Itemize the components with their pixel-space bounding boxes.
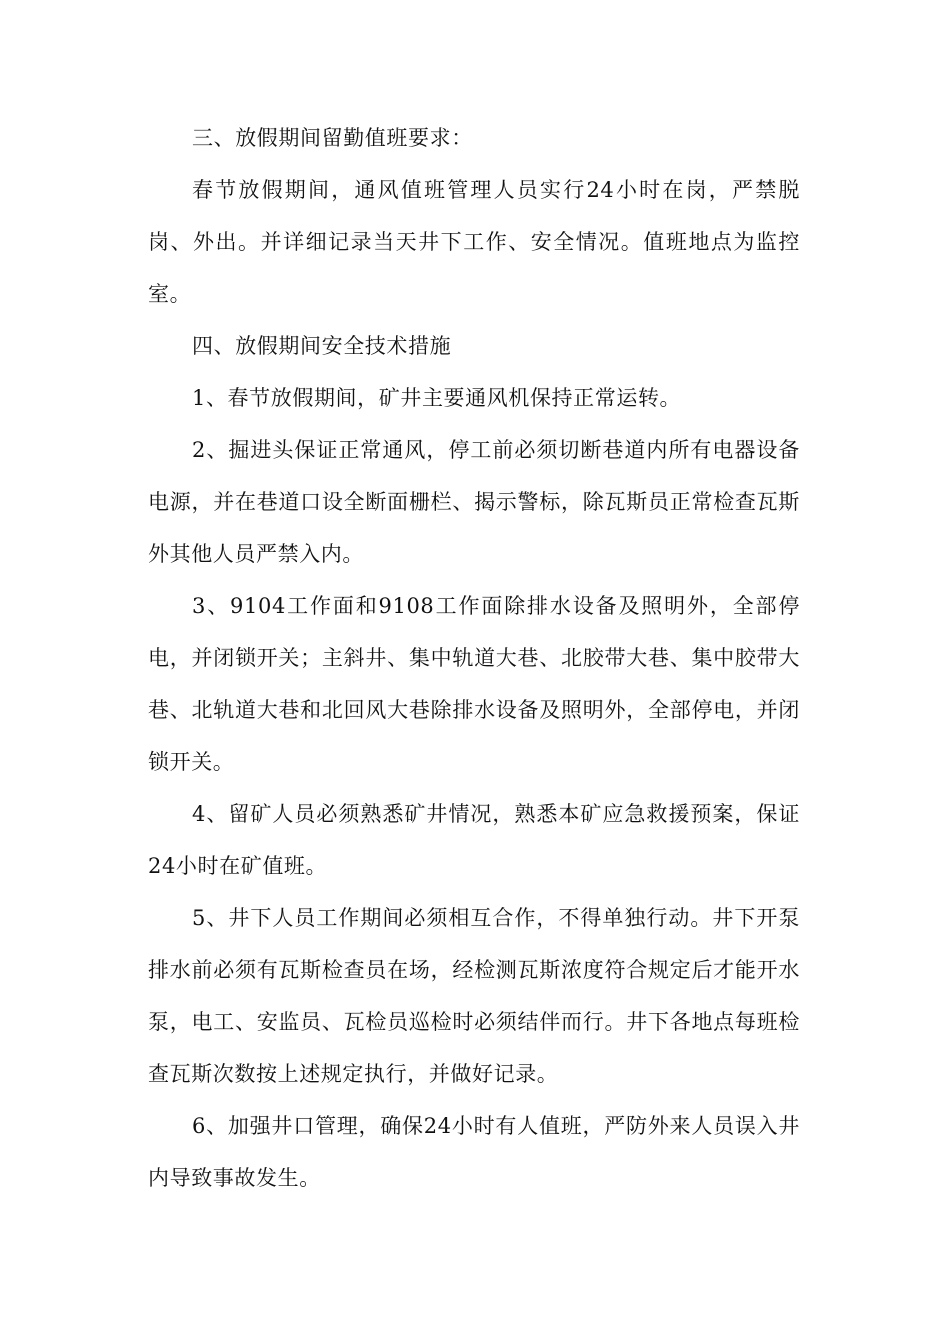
measure-item-4: 4、留矿人员必须熟悉矿井情况，熟悉本矿应急救援预案，保证24小时在矿值班。: [148, 802, 800, 878]
measure-item-6: 6、加强井口管理，确保24小时有人值班，严防外来人员误入井内导致事故发生。: [148, 1114, 800, 1190]
paragraph-duty-requirements: 春节放假期间，通风值班管理人员实行24小时在岗，严禁脱岗、外出。并详细记录当天井下工作、安全情况。值班地点为监控室。: [148, 178, 800, 306]
measure-item-1: 1、春节放假期间，矿井主要通风机保持正常运转。: [192, 386, 682, 410]
measure-item-2: 2、掘进头保证正常通风，停工前必须切断巷道内所有电器设备电源，并在巷道口设全断面栅栏、揭示警标，除瓦斯员正常检查瓦斯外其他人员严禁入内。: [148, 438, 800, 566]
document-body: [148, 112, 800, 1204]
measure-item-3: 3、9104工作面和9108工作面除排水设备及照明外，全部停电，并闭锁开关；主斜井、集中轨道大巷、北胶带大巷、集中胶带大巷、北轨道大巷和北回风大巷除排水设备及照明外，全部停电，并闭锁开关。: [148, 594, 800, 774]
section-heading-3: 三、放假期间留勤值班要求：: [192, 126, 473, 150]
measure-item-5: 5、井下人员工作期间必须相互合作，不得单独行动。井下开泵排水前必须有瓦斯检查员在场，经检测瓦斯浓度符合规定后才能开水泵，电工、安监员、瓦检员巡检时必须结伴而行。井下各地点每班检查瓦斯次数按上述规定执行，并做好记录。: [148, 906, 800, 1086]
section-heading-4: 四、放假期间安全技术措施: [192, 334, 452, 358]
